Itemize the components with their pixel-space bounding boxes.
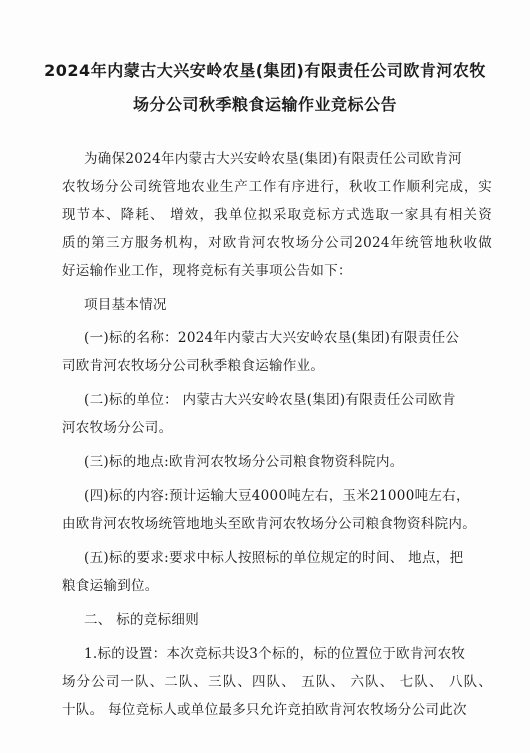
body-line: 场分公司一队、二队、三队、四队、 五队、 六队、 七队、 八队、 — [62, 674, 492, 690]
body-line: (一)标的名称：2024年内蒙古大兴安岭农垦(集团)有限责任公 — [84, 330, 460, 346]
body-line: 河农牧场分公司。 — [62, 420, 173, 436]
body-line: 现节本、降耗、 增效，我单位拟采取竞标方式选取一家具有相关资 — [62, 207, 492, 223]
body-line: (五)标的要求:要求中标人按照标的单位规定的时间、 地点，把 — [84, 550, 464, 566]
body-line: 由欧肯河农牧场统管地地头至欧肯河农牧场分公司粮食物资科院内。 — [62, 516, 476, 532]
body-line: (四)标的内容:预计运输大豆4000吨左右，玉米21000吨左右， — [84, 488, 470, 504]
document-title-line-1: 2024年内蒙古大兴安岭农垦(集团)有限责任公司欧肯河农牧 — [44, 61, 486, 80]
body-line: 质的第三方服务机构，对欧肯河农牧场分公司2024年统管地秋收做 — [62, 235, 492, 251]
body-line: 粮食运输到位。 — [62, 578, 159, 594]
body-line: 司欧肯河农牧场分公司秋季粮食运输作业。 — [62, 358, 325, 374]
body-line: 农牧场分公司统管地农业生产工作有序进行，秋收工作顺利完成，实 — [62, 179, 492, 195]
body-line: 为确保2024年内蒙古大兴安岭农垦(集团)有限责任公司欧肯河 — [84, 151, 462, 167]
section-heading: 项目基本情况 — [84, 297, 167, 313]
body-line: 十队。 每位竞标人或单位最多只允许竞拍欧肯河农牧场分公司此次 — [62, 702, 467, 718]
document-title-line-2: 场分公司秋季粮食运输作业竞标公告 — [132, 95, 397, 114]
section-heading: 二、 标的竞标细则 — [84, 612, 199, 628]
body-line: 1.标的设置：本次竞标共设3个标的，标的位置位于欧肯河农牧 — [84, 646, 466, 662]
body-line: 好运输作业工作，现将竞标有关事项公告如下： — [62, 263, 352, 279]
body-line: (三)标的地点:欧肯河农牧场分公司粮食物资科院内。 — [84, 454, 404, 470]
body-line: (二)标的单位： 内蒙古大兴安岭农垦(集团)有限责任公司欧肯 — [84, 392, 456, 408]
